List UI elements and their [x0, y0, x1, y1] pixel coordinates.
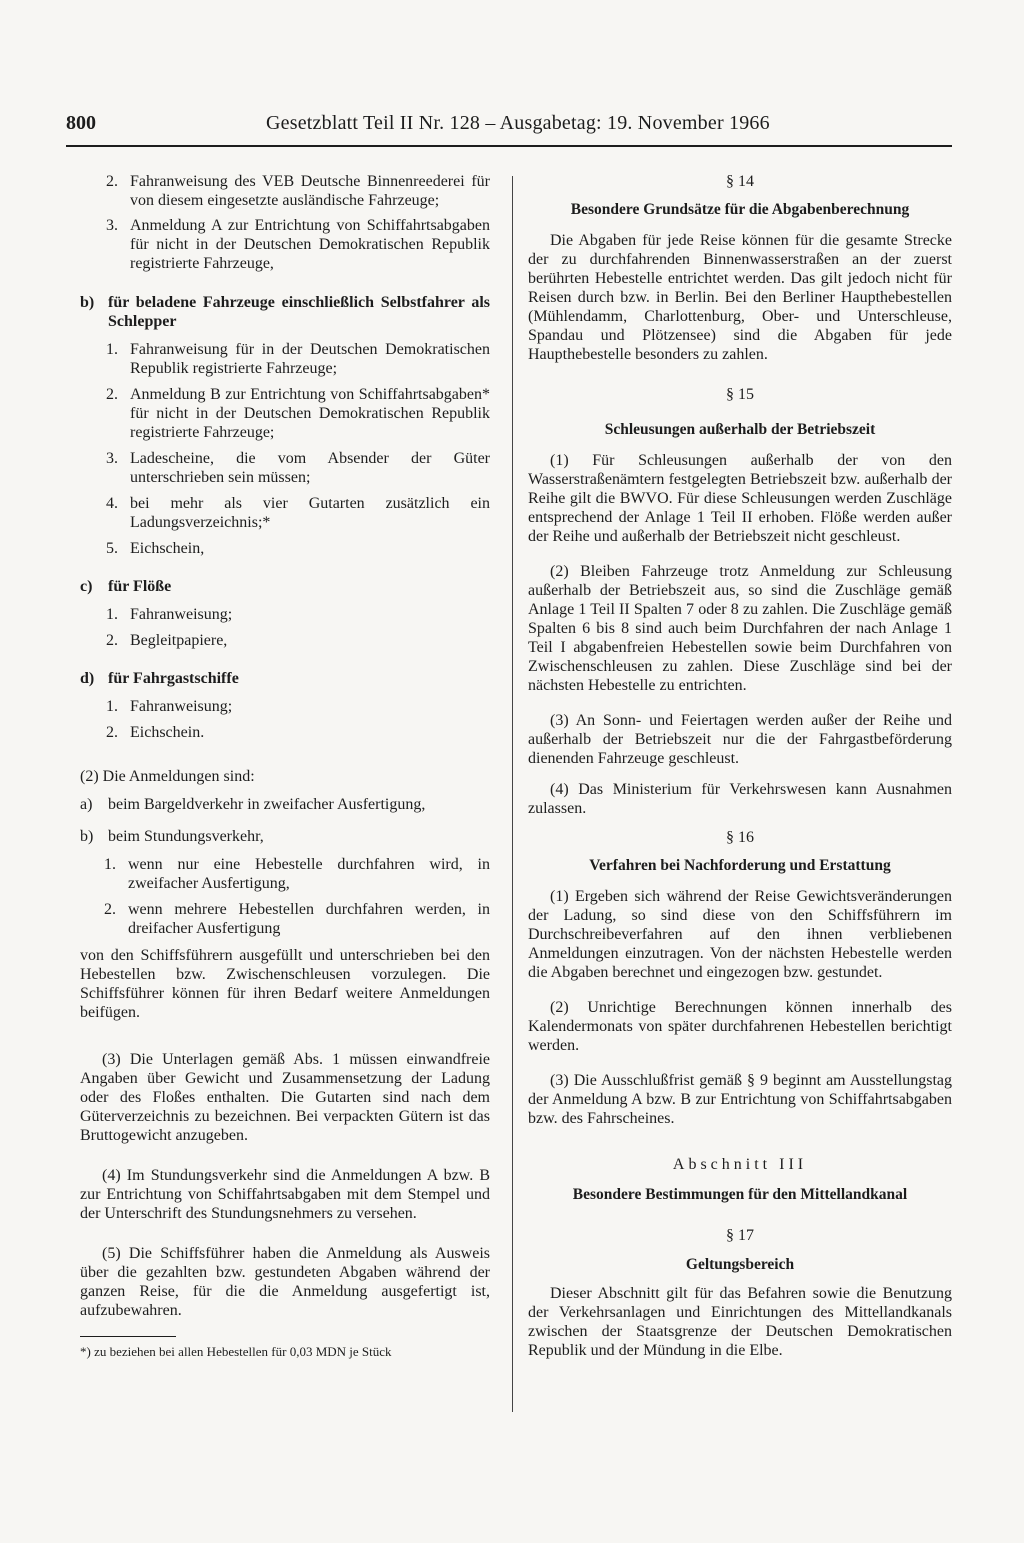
column-divider	[512, 176, 513, 1412]
paragraph-3: (3) Die Unterlagen gemäß Abs. 1 müssen einwandfreie Angaben über Gewicht und Zusammensetzung der Ladung oder des Floßes enthalten. Die Gutarten sind nach dem Güterverzeichnis zu bezeichnen. Bei verpackten Gütern ist das Bruttogewicht anzugeben.	[80, 1051, 490, 1144]
abschnitt-heading: Abschnitt III	[672, 1156, 808, 1173]
item-text: Anmeldung A zur Entrichtung von Schiffahrtsabgaben für nicht in der Deutschen Demokratischen Republik registrierte Fahrzeuge,	[130, 217, 490, 272]
item-text: Fahranweisung;	[130, 698, 233, 715]
section-14-title: Besondere Grundsätze für die Abgabenberechnung	[570, 201, 910, 218]
item-number: 3.	[106, 450, 118, 467]
heading-text: für beladene Fahrzeuge einschließlich Selbstfahrer als Schlepper	[108, 294, 490, 330]
footnote: *) zu beziehen bei allen Hebestellen für 0,03 MDN je Stück	[80, 1344, 392, 1359]
item-text: Begleitpapiere,	[130, 632, 228, 649]
item-text: wenn nur eine Hebestelle durchfahren wird, in zweifacher Ausfertigung,	[128, 856, 490, 892]
section-17-number: § 17	[726, 1227, 754, 1244]
section-17-text: Dieser Abschnitt gilt für das Befahren sowie die Benutzung der Verkehrsanlagen und Einrichtungen des Mittellandkanals zwischen der Staatsgrenze der Deutschen Demokratischen Republik und der Mündung in die Elbe.	[528, 1285, 952, 1359]
list-item	[80, 216, 490, 273]
item-number: 2.	[106, 724, 118, 741]
paragraph-5: (5) Die Schiffsführer haben die Anmeldung als Ausweis über die gezahlten bzw. gestundeten Abgaben während der ganzen Reise, für die die Anmeldung ausgefertigt ist, aufzubewahren.	[80, 1245, 490, 1319]
section-17-title: Geltungsbereich	[685, 1256, 795, 1273]
list-item	[80, 605, 490, 624]
right-column	[528, 170, 952, 1360]
item-text: Fahranweisung für in der Deutschen Demokratischen Republik registrierte Fahrzeuge;	[130, 341, 490, 377]
list-item	[80, 855, 490, 893]
section-15-paragraph-2: (2) Bleiben Fahrzeuge trotz Anmeldung zur Schleusung außerhalb der Betriebszeit aus, so sind die Zuschläge gemäß Anlage 1 Teil II Spalten 7 oder 8 zu zahlen. Die Zuschläge gemäß Spalten 6 bis 8 sind auch beim Durchfahren der nach Anlage 1 Teil I abgabenfreien Hebestellen sowie beim Durchfahren von Zwischenschleusen zu zahlen. Diese Zuschläge sind bei der nächsten Hebestelle zu entrichten.	[528, 563, 952, 694]
item-text: beim Bargeldverkehr in zweifacher Ausfertigung,	[108, 796, 426, 813]
item-letter: b)	[80, 294, 95, 311]
section-d-heading	[80, 669, 490, 688]
item-letter: b)	[80, 828, 94, 845]
section-15-number: § 15	[726, 386, 754, 403]
item-text: Fahranweisung des VEB Deutsche Binnenreederei für von diesem eingesetzte ausländische Fahrzeuge;	[130, 173, 490, 209]
item-text: Eichschein,	[130, 540, 205, 557]
item-number: 1.	[106, 606, 118, 623]
paragraph-2-tail: von den Schiffsführern ausgefüllt und unterschrieben bei den Hebestellen bzw. Zwischenschleusen vorzulegen. Die Schiffsführer können für ihren Bedarf weitere Anmeldungen beifügen.	[80, 947, 490, 1021]
section-14-text: Die Abgaben für jede Reise können für die gesamte Strecke der zu durchfahrenden Binnenwasserstraßen an der zuerst berührten Hebestelle entrichtet werden. Das gilt jedoch nicht für Reisen durch bzw. in Berlin. Bei den Berliner Haupthebestellen (Mühlendamm, Charlottenburg, Ober- und Unterschleuse, Spandau und Plötzensee) sind die Abgaben für jede Haupthebestelle besonders zu zahlen.	[528, 232, 952, 363]
heading-text: für Fahrgastschiffe	[108, 670, 239, 687]
item-letter: a)	[80, 796, 93, 813]
list-item	[80, 449, 490, 487]
section-16-paragraph-3: (3) Die Ausschlußfrist gemäß § 9 beginnt am Ausstellungstag der Anmeldung A bzw. B zur Entrichtung von Schiffahrtsabgaben bzw. des Fahrscheines.	[528, 1072, 952, 1127]
section-15-paragraph-4: (4) Das Ministerium für Verkehrswesen kann Ausnahmen zulassen.	[528, 781, 952, 817]
list-item	[80, 900, 490, 938]
section-15-paragraph-3: (3) An Sonn- und Feiertagen werden außer der Reihe und außerhalb der Betriebszeit nur die der Fahrgastbeförderung dienenden Fahrzeuge geschleust.	[528, 712, 952, 767]
section-b-heading	[80, 293, 490, 331]
item-text: Ladescheine, die vom Absender der Güter unterschrieben sein müssen;	[130, 450, 490, 486]
list-item	[80, 494, 490, 532]
page-number: 800	[66, 112, 96, 134]
paragraph-4: (4) Im Stundungsverkehr sind die Anmeldungen A bzw. B zur Entrichtung von Schiffahrtsabgaben mit dem Stempel und der Unterschrift des Stundungsnehmers zu versehen.	[80, 1167, 490, 1222]
section-16-paragraph-1: (1) Ergeben sich während der Reise Gewichtsveränderungen der Ladung, so sind diese von den Schiffsführern im Durchschreibeverfahren auf den ihnen verbliebenen Anmeldungen einzutragen. Von der nächsten Hebestelle werden die Abgaben berechnet und eingezogen bzw. gestundet.	[528, 888, 952, 981]
item-number: 4.	[106, 495, 118, 512]
item-text: bei mehr als vier Gutarten zusätzlich ein Ladungsverzeichnis;*	[130, 495, 490, 531]
item-number: 1.	[104, 856, 116, 873]
left-column	[80, 170, 490, 1360]
section-16-number: § 16	[726, 829, 754, 846]
section-16-paragraph-2: (2) Unrichtige Berechnungen können innerhalb des Kalendermonats von später durchfahrenen Hebestellen berichtigt werden.	[528, 999, 952, 1054]
paragraph-2-intro: (2) Die Anmeldungen sind:	[80, 768, 255, 785]
item-text: Eichschein.	[130, 724, 205, 741]
abschnitt-title: Besondere Bestimmungen für den Mittellandkanal	[572, 1186, 908, 1203]
list-item	[80, 795, 490, 814]
header-rule	[66, 145, 952, 147]
list-item	[80, 697, 490, 716]
list-item	[80, 340, 490, 378]
item-text: beim Stundungsverkehr,	[108, 828, 264, 845]
item-number: 5.	[106, 540, 118, 557]
item-number: 1.	[106, 698, 118, 715]
list-item	[80, 539, 490, 558]
section-16-title: Verfahren bei Nachforderung und Erstattung	[589, 857, 891, 874]
item-number: 1.	[106, 341, 118, 358]
list-item	[80, 172, 490, 210]
item-number: 2.	[106, 632, 118, 649]
running-head: Gesetzblatt Teil II Nr. 128 – Ausgabetag: 19. November 1966	[266, 112, 770, 134]
item-number: 2.	[106, 173, 118, 190]
item-text: Anmeldung B zur Entrichtung von Schiffahrtsabgaben* für nicht in der Deutschen Demokratischen Republik registrierte Fahrzeuge;	[130, 386, 490, 441]
section-15-paragraph-1: (1) Für Schleusungen außerhalb der von den Wasserstraßenämtern festgelegten Betriebszeit bzw. außerhalb der Reihe gilt die BWVO. Für diese Schleusungen werden Zuschläge entsprechend der Anlage 1 Teil II erhoben. Flöße werden außer der Reihe und außerhalb der Betriebszeit nicht geschleust.	[528, 452, 952, 545]
item-text: wenn mehrere Hebestellen durchfahren werden, in dreifacher Ausfertigung	[128, 901, 490, 937]
item-number: 3.	[106, 217, 118, 234]
section-14-number: § 14	[726, 173, 754, 190]
footnote-rule	[80, 1336, 176, 1337]
list-item	[80, 631, 490, 650]
list-item	[80, 827, 490, 846]
section-15-title: Schleusungen außerhalb der Betriebszeit	[604, 421, 876, 438]
section-c-heading	[80, 577, 490, 596]
heading-text: für Flöße	[108, 578, 172, 595]
list-item	[80, 723, 490, 742]
item-letter: d)	[80, 670, 95, 687]
item-text: Fahranweisung;	[130, 606, 233, 623]
item-number: 2.	[106, 386, 118, 403]
list-item	[80, 385, 490, 442]
item-number: 2.	[104, 901, 116, 918]
item-letter: c)	[80, 578, 93, 595]
